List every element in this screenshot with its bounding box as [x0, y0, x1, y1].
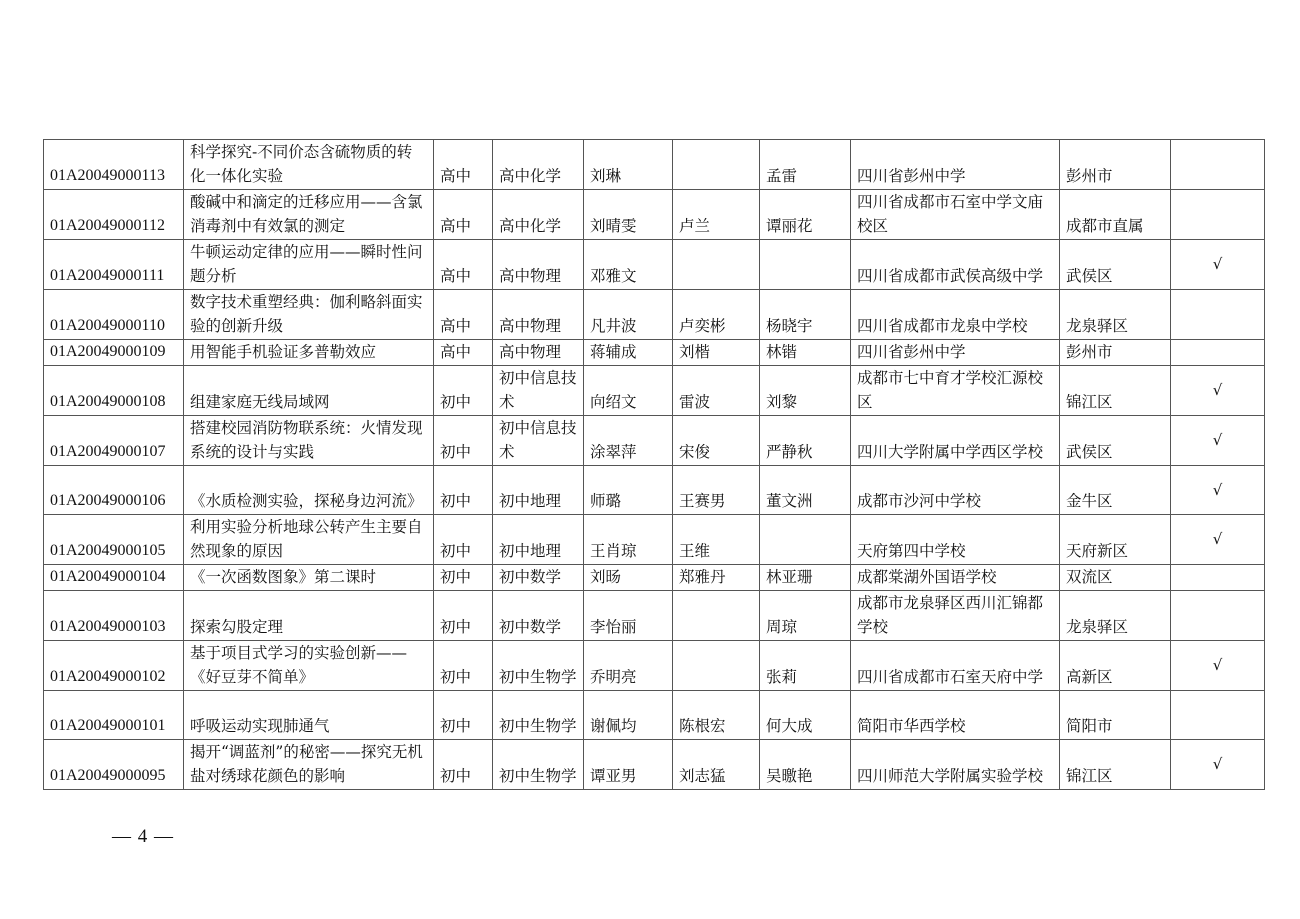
subject-cell: 初中数学 [493, 591, 584, 641]
level-cell: 初中 [434, 416, 493, 466]
author2-cell [673, 591, 760, 641]
level-cell: 初中 [434, 515, 493, 565]
title-cell: 科学探究-不同价态含硫物质的转化一体化实验 [184, 140, 434, 190]
checkmark-cell [1171, 290, 1265, 340]
table-row [44, 190, 1265, 240]
author3-cell: 谭丽花 [760, 190, 851, 240]
subject-cell: 初中生物学 [493, 691, 584, 740]
author2-cell: 刘楷 [673, 340, 760, 366]
entry-id-cell: 01A20049000095 [44, 740, 184, 790]
author1-cell: 刘旸 [584, 565, 673, 591]
author2-cell [673, 641, 760, 691]
author1-cell: 谭亚男 [584, 740, 673, 790]
subject-cell: 高中化学 [493, 140, 584, 190]
entry-id-cell: 01A20049000106 [44, 466, 184, 515]
school-cell: 四川师范大学附属实验学校 [851, 740, 1060, 790]
table-row [44, 240, 1265, 290]
district-cell: 武侯区 [1060, 416, 1171, 466]
district-cell: 彭州市 [1060, 340, 1171, 366]
checkmark-cell: √ [1171, 240, 1265, 290]
author1-cell: 刘琳 [584, 140, 673, 190]
district-cell: 天府新区 [1060, 515, 1171, 565]
author3-cell: 林锴 [760, 340, 851, 366]
school-cell: 成都市七中育才学校汇源校区 [851, 366, 1060, 416]
level-cell: 初中 [434, 466, 493, 515]
entry-id-cell: 01A20049000110 [44, 290, 184, 340]
author3-cell: 林亚珊 [760, 565, 851, 591]
checkmark-cell: √ [1171, 466, 1265, 515]
title-cell: 组建家庭无线局域网 [184, 366, 434, 416]
school-cell: 四川省彭州中学 [851, 340, 1060, 366]
author2-cell: 宋俊 [673, 416, 760, 466]
district-cell: 成都市直属 [1060, 190, 1171, 240]
district-cell: 简阳市 [1060, 691, 1171, 740]
author2-cell: 王维 [673, 515, 760, 565]
school-cell: 四川省成都市石室中学文庙校区 [851, 190, 1060, 240]
author2-cell [673, 140, 760, 190]
subject-cell: 初中地理 [493, 515, 584, 565]
entry-id-cell: 01A20049000109 [44, 340, 184, 366]
author1-cell: 刘晴雯 [584, 190, 673, 240]
level-cell: 高中 [434, 240, 493, 290]
author2-cell: 卢兰 [673, 190, 760, 240]
title-cell: 牛顿运动定律的应用——瞬时性问题分析 [184, 240, 434, 290]
author3-cell: 孟雷 [760, 140, 851, 190]
author3-cell: 周琼 [760, 591, 851, 641]
district-cell: 锦江区 [1060, 366, 1171, 416]
checkmark-cell: √ [1171, 366, 1265, 416]
level-cell: 高中 [434, 290, 493, 340]
checkmark-cell: √ [1171, 641, 1265, 691]
title-cell: 呼吸运动实现肺通气 [184, 691, 434, 740]
author2-cell: 雷波 [673, 366, 760, 416]
level-cell: 初中 [434, 641, 493, 691]
author3-cell: 何大成 [760, 691, 851, 740]
checkmark-cell [1171, 591, 1265, 641]
author1-cell: 王肖琼 [584, 515, 673, 565]
subject-cell: 初中生物学 [493, 641, 584, 691]
author3-cell: 刘黎 [760, 366, 851, 416]
entry-id-cell: 01A20049000108 [44, 366, 184, 416]
subject-cell: 初中信息技术 [493, 366, 584, 416]
level-cell: 初中 [434, 565, 493, 591]
title-cell: 用智能手机验证多普勒效应 [184, 340, 434, 366]
author2-cell: 卢奕彬 [673, 290, 760, 340]
school-cell: 四川省成都市龙泉中学校 [851, 290, 1060, 340]
checkmark-cell [1171, 340, 1265, 366]
table-row [44, 140, 1265, 190]
author1-cell: 师璐 [584, 466, 673, 515]
entry-id-cell: 01A20049000103 [44, 591, 184, 641]
district-cell: 武侯区 [1060, 240, 1171, 290]
checkmark-cell [1171, 565, 1265, 591]
entry-id-cell: 01A20049000101 [44, 691, 184, 740]
author1-cell: 蒋辅成 [584, 340, 673, 366]
level-cell: 高中 [434, 190, 493, 240]
author2-cell: 刘志猛 [673, 740, 760, 790]
school-cell: 四川大学附属中学西区学校 [851, 416, 1060, 466]
author2-cell [673, 240, 760, 290]
author1-cell: 李怡丽 [584, 591, 673, 641]
table-row [44, 565, 1265, 591]
table-body [44, 140, 1265, 790]
author3-cell [760, 515, 851, 565]
entry-id-cell: 01A20049000107 [44, 416, 184, 466]
district-cell: 金牛区 [1060, 466, 1171, 515]
table-row [44, 466, 1265, 515]
author3-cell: 杨晓宇 [760, 290, 851, 340]
subject-cell: 初中生物学 [493, 740, 584, 790]
district-cell: 龙泉驿区 [1060, 290, 1171, 340]
subject-cell: 高中物理 [493, 240, 584, 290]
title-cell: 酸碱中和滴定的迁移应用——含氯消毒剂中有效氯的测定 [184, 190, 434, 240]
author3-cell: 严静秋 [760, 416, 851, 466]
checkmark-cell: √ [1171, 515, 1265, 565]
checkmark-cell [1171, 140, 1265, 190]
entry-id-cell: 01A20049000112 [44, 190, 184, 240]
author1-cell: 凡井波 [584, 290, 673, 340]
district-cell: 锦江区 [1060, 740, 1171, 790]
subject-cell: 初中地理 [493, 466, 584, 515]
table-row [44, 740, 1265, 790]
table-row [44, 591, 1265, 641]
table-row [44, 641, 1265, 691]
school-cell: 成都市沙河中学校 [851, 466, 1060, 515]
district-cell: 彭州市 [1060, 140, 1171, 190]
author1-cell: 涂翠萍 [584, 416, 673, 466]
author1-cell: 向绍文 [584, 366, 673, 416]
table-row [44, 416, 1265, 466]
level-cell: 初中 [434, 740, 493, 790]
author3-cell [760, 240, 851, 290]
entry-id-cell: 01A20049000111 [44, 240, 184, 290]
title-cell: 《水质检测实验，探秘身边河流》 [184, 466, 434, 515]
author3-cell: 吴曒艳 [760, 740, 851, 790]
level-cell: 初中 [434, 591, 493, 641]
title-cell: 搭建校园消防物联系统：火情发现系统的设计与实践 [184, 416, 434, 466]
author2-cell: 王赛男 [673, 466, 760, 515]
author1-cell: 乔明亮 [584, 641, 673, 691]
title-cell: 《一次函数图象》第二课时 [184, 565, 434, 591]
level-cell: 高中 [434, 140, 493, 190]
entry-id-cell: 01A20049000105 [44, 515, 184, 565]
district-cell: 龙泉驿区 [1060, 591, 1171, 641]
title-cell: 揭开“调蓝剂”的秘密——探究无机盐对绣球花颜色的影响 [184, 740, 434, 790]
page-number: — 4 — [112, 826, 174, 847]
school-cell: 成都棠湖外国语学校 [851, 565, 1060, 591]
author3-cell: 张莉 [760, 641, 851, 691]
level-cell: 初中 [434, 691, 493, 740]
checkmark-cell: √ [1171, 416, 1265, 466]
entry-id-cell: 01A20049000102 [44, 641, 184, 691]
author1-cell: 谢佩均 [584, 691, 673, 740]
checkmark-cell [1171, 691, 1265, 740]
school-cell: 四川省成都市石室天府中学 [851, 641, 1060, 691]
school-cell: 天府第四中学校 [851, 515, 1060, 565]
author2-cell: 郑雅丹 [673, 565, 760, 591]
table-row [44, 340, 1265, 366]
subject-cell: 高中化学 [493, 190, 584, 240]
entry-id-cell: 01A20049000104 [44, 565, 184, 591]
school-cell: 四川省成都市武侯高级中学 [851, 240, 1060, 290]
table-row [44, 691, 1265, 740]
district-cell: 双流区 [1060, 565, 1171, 591]
title-cell: 数字技术重塑经典：伽利略斜面实验的创新升级 [184, 290, 434, 340]
school-cell: 成都市龙泉驿区西川汇锦都学校 [851, 591, 1060, 641]
checkmark-cell: √ [1171, 740, 1265, 790]
author3-cell: 董文洲 [760, 466, 851, 515]
title-cell: 探索勾股定理 [184, 591, 434, 641]
author1-cell: 邓雅文 [584, 240, 673, 290]
subject-cell: 高中物理 [493, 340, 584, 366]
title-cell: 基于项目式学习的实验创新——《好豆芽不简单》 [184, 641, 434, 691]
checkmark-cell [1171, 190, 1265, 240]
level-cell: 初中 [434, 366, 493, 416]
school-cell: 简阳市华西学校 [851, 691, 1060, 740]
subject-cell: 高中物理 [493, 290, 584, 340]
title-cell: 利用实验分析地球公转产生主要自然现象的原因 [184, 515, 434, 565]
district-cell: 高新区 [1060, 641, 1171, 691]
subject-cell: 初中信息技术 [493, 416, 584, 466]
table-row [44, 515, 1265, 565]
subject-cell: 初中数学 [493, 565, 584, 591]
entry-id-cell: 01A20049000113 [44, 140, 184, 190]
school-cell: 四川省彭州中学 [851, 140, 1060, 190]
level-cell: 高中 [434, 340, 493, 366]
table-row [44, 366, 1265, 416]
results-table [43, 139, 1265, 790]
table-row [44, 290, 1265, 340]
author2-cell: 陈根宏 [673, 691, 760, 740]
